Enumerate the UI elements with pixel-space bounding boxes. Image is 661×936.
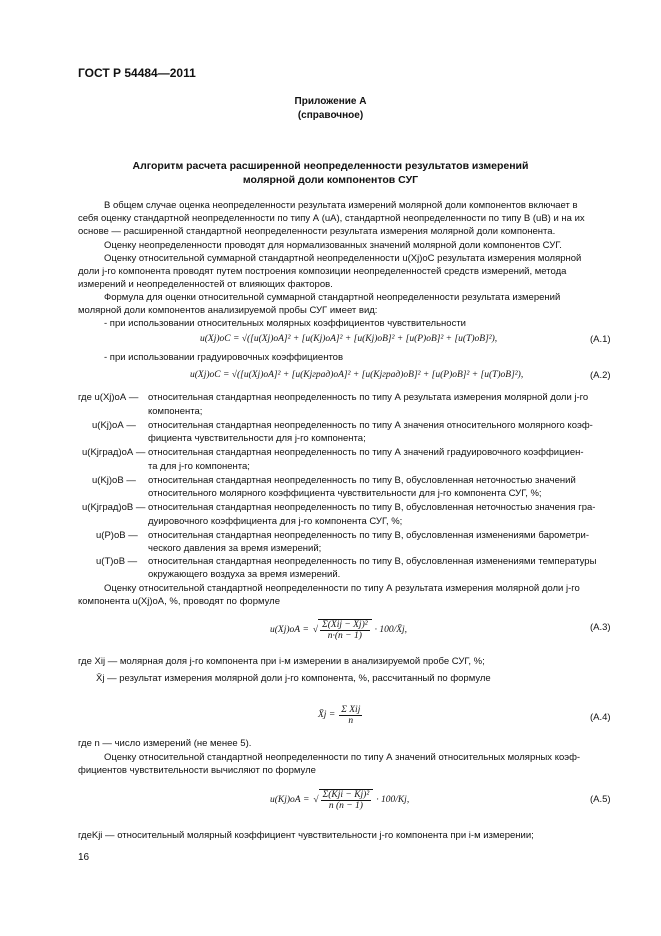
formula-a5-numerator: Σ(Kji − K̄j)² [322, 790, 370, 800]
definition-text: ческого давления за время измерений; [148, 543, 322, 554]
formula-a3-denominator: n·(n − 1) [327, 631, 362, 641]
definition-text: относительная стандартная неопределенность по типу А значений градуировочного коэффициен- [148, 447, 584, 458]
definition-symbol: u(Kj)оВ — [92, 475, 136, 486]
formula-a4-lhs: X̄j = [318, 710, 336, 720]
paragraph-line: Оценку относительной стандартной неопределенности по типу А результата измерения молярной доли j-го [104, 583, 580, 594]
where-line: гдеKji — относительный молярный коэффициент чувствительности j-го компонента при i-м измерении; [78, 830, 534, 841]
paragraph-line: Формула для оценки относительной суммарной стандартной неопределенности результата измерений [104, 292, 561, 303]
paragraph-line: измерений и неопределенностей от влияющих факторов. [78, 279, 333, 290]
equation-number: (А.1) [590, 334, 611, 345]
definition-text: относительная стандартная неопределенность по типу А значения относительного молярного коэф- [148, 420, 593, 431]
section-title-line1: Алгоритм расчета расширенной неопределенности результатов измерений [132, 160, 529, 172]
definition-symbol: u(Kjград)оВ — [82, 502, 146, 513]
formula-a3-lhs: u(Xj)оА = [270, 625, 309, 635]
definition-text: относительная стандартная неопределенность по типу В, обусловленная неточностью значения гра- [148, 502, 596, 513]
formula-a5-tail: · 100/Kj, [376, 795, 410, 805]
paragraph-line: доли j-го компонента проводят путем построения композиции неопределенностей средств измерений, метода [78, 266, 567, 277]
where-line: где Xij — молярная доля j-го компонента при i-м измерении в анализируемой пробе СУГ, %; [78, 656, 485, 667]
equation-number: (А.4) [590, 712, 611, 723]
paragraph-line: В общем случае оценка неопределенности результата измерений молярной доли компонентов включает в [104, 200, 578, 211]
definition-symbol: u(P)оВ — [96, 530, 138, 541]
definition-text: относительная стандартная неопределенность по типу А результата измерения молярной доли j-го [148, 392, 589, 403]
section-title-line2: молярной доли компонентов СУГ [242, 174, 419, 186]
definition-text: компонента; [148, 406, 203, 417]
where-line: где n — число измерений (не менее 5). [78, 738, 252, 749]
definition-text: относительного молярного коэффициента чувствительности для j-го компонента СУГ, %; [148, 488, 542, 499]
equation-number: (А.5) [590, 794, 611, 805]
appendix-label: Приложение А [294, 96, 367, 107]
formula-a1: u(Xj)оС = √([u(Xj)оА]² + [u(Kj)оА]² + [u(Kj)оВ]² + [u(P)оВ]² + [u(T)оВ]²), [200, 334, 498, 344]
definition-text: окружающего воздуха за время измерений. [148, 569, 341, 580]
definition-text: относительная стандартная неопределенность по типу В, обусловленная изменениями барометри- [148, 530, 590, 541]
definition-text: фициента чувствительности для j-го компонента; [148, 433, 366, 444]
appendix-type: (справочное) [297, 110, 364, 121]
paragraph-line: компонента u(Xj)оА, %, проводят по формуле [78, 596, 280, 607]
definition-text: дуировочного коэффициента для j-го компонента СУГ, %; [148, 516, 403, 527]
paragraph-line: Оценку относительной стандартной неопределенности по типу А значений относительных молярных коэф- [104, 752, 581, 763]
equation-number: (А.3) [590, 622, 611, 633]
standard-header: ГОСТ Р 54484—2011 [78, 66, 196, 80]
definition-symbol: u(Kj)оА — [92, 420, 136, 431]
formula-a2: u(Xj)оС = √([u(Xj)оА]² + [u(Kjград)оА]² + [u(Kjград)оВ]² + [u(P)оВ]² + [u(T)оВ]²), [190, 370, 524, 380]
formula-a3-numerator: Σ(Xij − X̄j)² [322, 620, 368, 630]
definition-text: та для j-го компонента; [148, 461, 250, 472]
case-item: - при использовании относительных молярных коэффициентов чувствительности [104, 318, 466, 329]
definition-text: относительная стандартная неопределенность по типу В, обусловленная неточностью значений [148, 475, 576, 486]
page-number: 16 [78, 852, 90, 863]
paragraph-line: себя оценку стандартной неопределенности по типу А (uA), стандартной неопределенности по типу В (uB) и на их [78, 213, 585, 224]
formula-a5-denominator: n (n − 1) [328, 801, 363, 811]
formula-a3: u(Xj)оА = √ $\frac{\text{Σ(Xij − X̄j)²}}{n\cdot(n - 1)}$ · 100/X̄j, [270, 620, 408, 641]
case-item: - при использовании градуировочных коэффициентов [104, 352, 344, 363]
paragraph-line: фициентов чувствительности вычисляют по формуле [78, 765, 316, 776]
definition-symbol: где u(Xj)оА — [78, 392, 139, 403]
formula-a4 [318, 698, 362, 732]
where-line: X̄j — результат измерения молярной доли j-го компонента, %, рассчитанный по формуле [96, 673, 491, 684]
formula-a5: u(Kj)оА = √ $\frac{\text{Σ(Kji − K̄j)²}}{n (n - 1)}$ · 100/Kj, [270, 790, 410, 811]
formula-a4-numerator: Σ Xij [341, 704, 361, 715]
paragraph-line: Оценку неопределенности проводят для нормализованных значений молярной доли компонентов СУГ. [104, 240, 562, 251]
formula-a5-lhs: u(Kj)оА = [270, 795, 310, 805]
definition-text: относительная стандартная неопределенность по типу В, обусловленная изменениями температуры [148, 556, 597, 567]
paragraph-line: молярной доли компонентов анализируемой пробы СУГ имеет вид: [78, 305, 378, 316]
equation-number: (А.2) [590, 370, 611, 381]
formula-a4-denominator: n [348, 715, 354, 726]
paragraph-line: Оценку относительной суммарной стандартной неопределенности u(Xj)оС результата измерения молярной [104, 253, 582, 264]
definition-symbol: u(Kjград)оА — [82, 447, 146, 458]
definition-symbol: u(T)оВ — [96, 556, 138, 567]
formula-a3-tail: · 100/X̄j, [374, 625, 408, 635]
paragraph-line: основе — расширенной стандартной неопределенности результата измерения молярной доли компонента. [78, 226, 556, 237]
